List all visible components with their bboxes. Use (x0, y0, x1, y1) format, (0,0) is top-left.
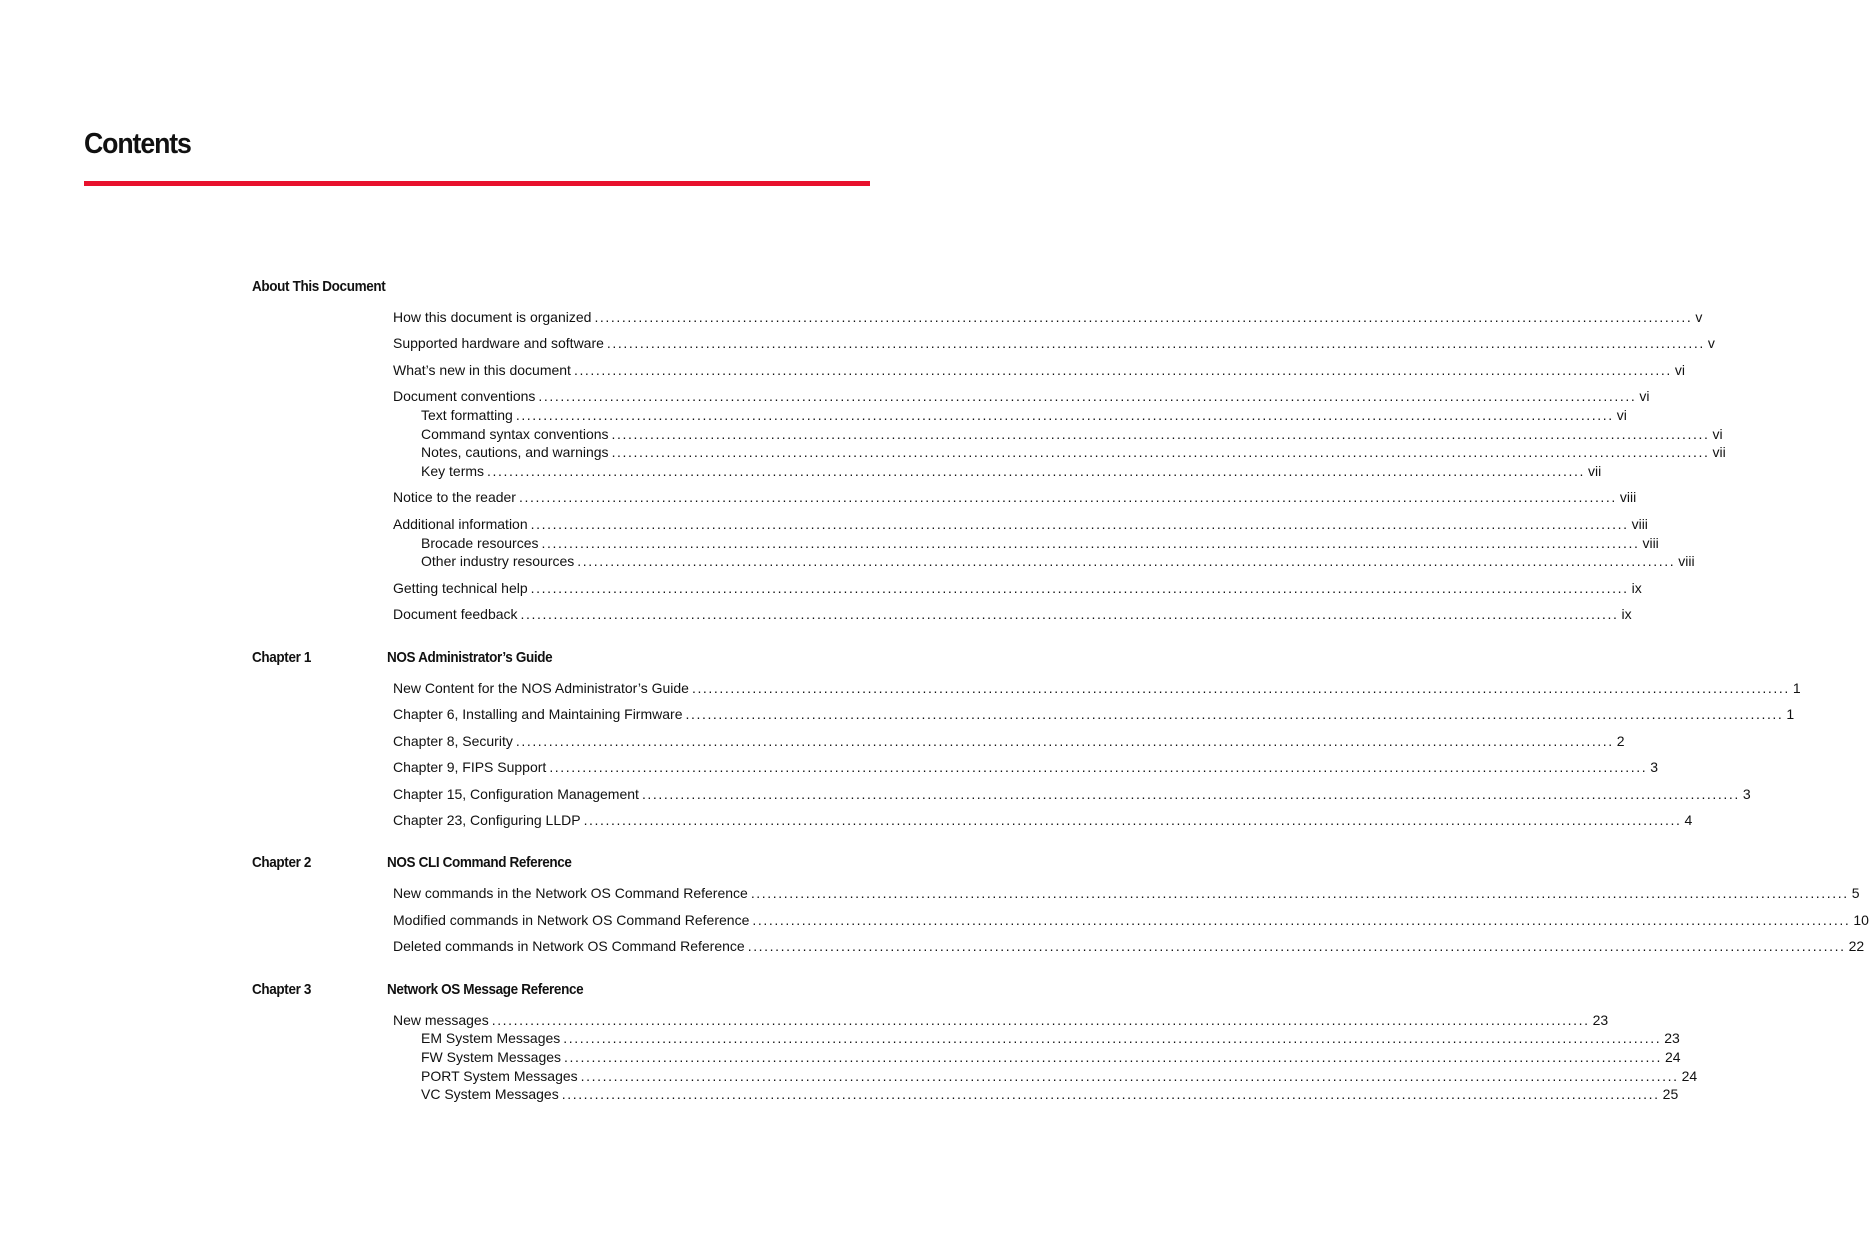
leader-dots: ........................................................................................................................................................................................................ (752, 912, 1851, 928)
toc-entry[interactable]: New messages ........................................................................................................................................................................................................ 23 (393, 1012, 1609, 1028)
leader-dots: ........................................................................................................................................................................................................ (530, 516, 1629, 532)
leader-dots: ........................................................................................................................................................................................................ (538, 388, 1637, 404)
leader-dots: ........................................................................................................................................................................................................ (549, 759, 1648, 775)
chapter-3-label: Chapter 3 (252, 981, 312, 998)
leader-dots: ........................................................................................................................................................................................................ (583, 812, 1682, 828)
toc-entry[interactable]: Supported hardware and software ........................................................................................................................................................................................................ v (393, 335, 1715, 351)
leader-dots: ........................................................................................................................................................................................................ (606, 335, 1705, 351)
leader-dots: ........................................................................................................................................................................................................ (520, 606, 1619, 622)
section-heading-about: About This Document (252, 278, 386, 295)
leader-dots: ........................................................................................................................................................................................................ (530, 580, 1629, 596)
leader-dots: ........................................................................................................................................................................................................ (611, 426, 1710, 442)
toc-subentry[interactable]: Notes, cautions, and warnings ........................................................................................................................................................................................................ vii (421, 444, 1726, 460)
leader-dots: ........................................................................................................................................................................................................ (515, 407, 1614, 423)
toc-entry[interactable]: Deleted commands in Network OS Command Reference ........................................................................................................................................................................................................ 22 (393, 938, 1865, 954)
toc-entry[interactable]: New Content for the NOS Administrator’s Guide ........................................................................................................................................................................................................ 1 (393, 680, 1801, 696)
toc-entry[interactable]: Additional information ........................................................................................................................................................................................................ viii (393, 516, 1648, 532)
leader-dots: ........................................................................................................................................................................................................ (487, 463, 1585, 479)
toc-entry[interactable]: New commands in the Network OS Command Reference ........................................................................................................................................................................................................ 5 (393, 885, 1860, 901)
leader-dots: ........................................................................................................................................................................................................ (564, 1049, 1662, 1065)
leader-dots: ........................................................................................................................................................................................................ (685, 706, 1784, 722)
leader-dots: ........................................................................................................................................................................................................ (491, 1012, 1590, 1028)
toc-entry[interactable]: Document feedback ........................................................................................................................................................................................................ ix (393, 606, 1632, 622)
toc-subentry[interactable]: Command syntax conventions ........................................................................................................................................................................................................ vi (421, 426, 1723, 442)
leader-dots: ........................................................................................................................................................................................................ (594, 309, 1693, 325)
leader-dots: ........................................................................................................................................................................................................ (641, 786, 1740, 802)
toc-entry[interactable]: What’s new in this document ........................................................................................................................................................................................................ vi (393, 362, 1686, 378)
toc-subentry[interactable]: Key terms ........................................................................................................................................................................................................ vii (421, 463, 1602, 479)
leader-dots: ........................................................................................................................................................................................................ (580, 1068, 1679, 1084)
leader-dots: ........................................................................................................................................................................................................ (750, 885, 1849, 901)
toc-entry[interactable]: Document conventions ........................................................................................................................................................................................................ vi (393, 388, 1650, 404)
toc-subentry[interactable]: Text formatting ........................................................................................................................................................................................................ vi (421, 407, 1627, 423)
toc-subentry[interactable]: FW System Messages ........................................................................................................................................................................................................ 24 (421, 1049, 1681, 1065)
toc-subentry[interactable]: Brocade resources ........................................................................................................................................................................................................ viii (421, 535, 1659, 551)
toc-entry[interactable]: Chapter 9, FIPS Support ........................................................................................................................................................................................................ 3 (393, 759, 1659, 775)
toc-entry[interactable]: Chapter 15, Configuration Management ........................................................................................................................................................................................................ 3 (393, 786, 1751, 802)
toc-entry[interactable]: Chapter 8, Security ........................................................................................................................................................................................................ 2 (393, 733, 1625, 749)
chapter-3-title: Network OS Message Reference (387, 981, 584, 998)
toc-entry[interactable]: Notice to the reader ........................................................................................................................................................................................................ viii (393, 489, 1637, 505)
leader-dots: ........................................................................................................................................................................................................ (577, 553, 1676, 569)
leader-dots: ........................................................................................................................................................................................................ (611, 444, 1710, 460)
leader-dots: ........................................................................................................................................................................................................ (515, 733, 1614, 749)
toc-entry[interactable]: Chapter 6, Installing and Maintaining Firmware ........................................................................................................................................................................................................ 1 (393, 706, 1795, 722)
toc-subentry[interactable]: VC System Messages ........................................................................................................................................................................................................ 25 (421, 1086, 1679, 1102)
leader-dots: ........................................................................................................................................................................................................ (518, 489, 1617, 505)
leader-dots: ........................................................................................................................................................................................................ (563, 1030, 1662, 1046)
leader-dots: ........................................................................................................................................................................................................ (541, 535, 1640, 551)
toc-entry[interactable]: Getting technical help ........................................................................................................................................................................................................ ix (393, 580, 1642, 596)
chapter-2-title: NOS CLI Command Reference (387, 854, 572, 871)
leader-dots: ........................................................................................................................................................................................................ (691, 680, 1790, 696)
toc-subentry[interactable]: PORT System Messages ........................................................................................................................................................................................................ 24 (421, 1068, 1698, 1084)
toc-entry[interactable]: Modified commands in Network OS Command Reference ........................................................................................................................................................................................................ 10 (393, 912, 1869, 928)
toc-entry[interactable]: Chapter 23, Configuring LLDP ........................................................................................................................................................................................................ 4 (393, 812, 1693, 828)
leader-dots: ........................................................................................................................................................................................................ (573, 362, 1672, 378)
leader-dots: ........................................................................................................................................................................................................ (747, 938, 1846, 954)
chapter-1-title: NOS Administrator’s Guide (387, 649, 553, 666)
chapter-1-label: Chapter 1 (252, 649, 312, 666)
leader-dots: ........................................................................................................................................................................................................ (561, 1086, 1660, 1102)
toc-subentry[interactable]: EM System Messages ........................................................................................................................................................................................................ 23 (421, 1030, 1680, 1046)
title-rule (84, 181, 870, 186)
chapter-2-label: Chapter 2 (252, 854, 312, 871)
toc-entry[interactable]: How this document is organized ........................................................................................................................................................................................................ v (393, 309, 1703, 325)
page-title: Contents (84, 128, 191, 160)
toc-subentry[interactable]: Other industry resources ........................................................................................................................................................................................................ viii (421, 553, 1695, 569)
